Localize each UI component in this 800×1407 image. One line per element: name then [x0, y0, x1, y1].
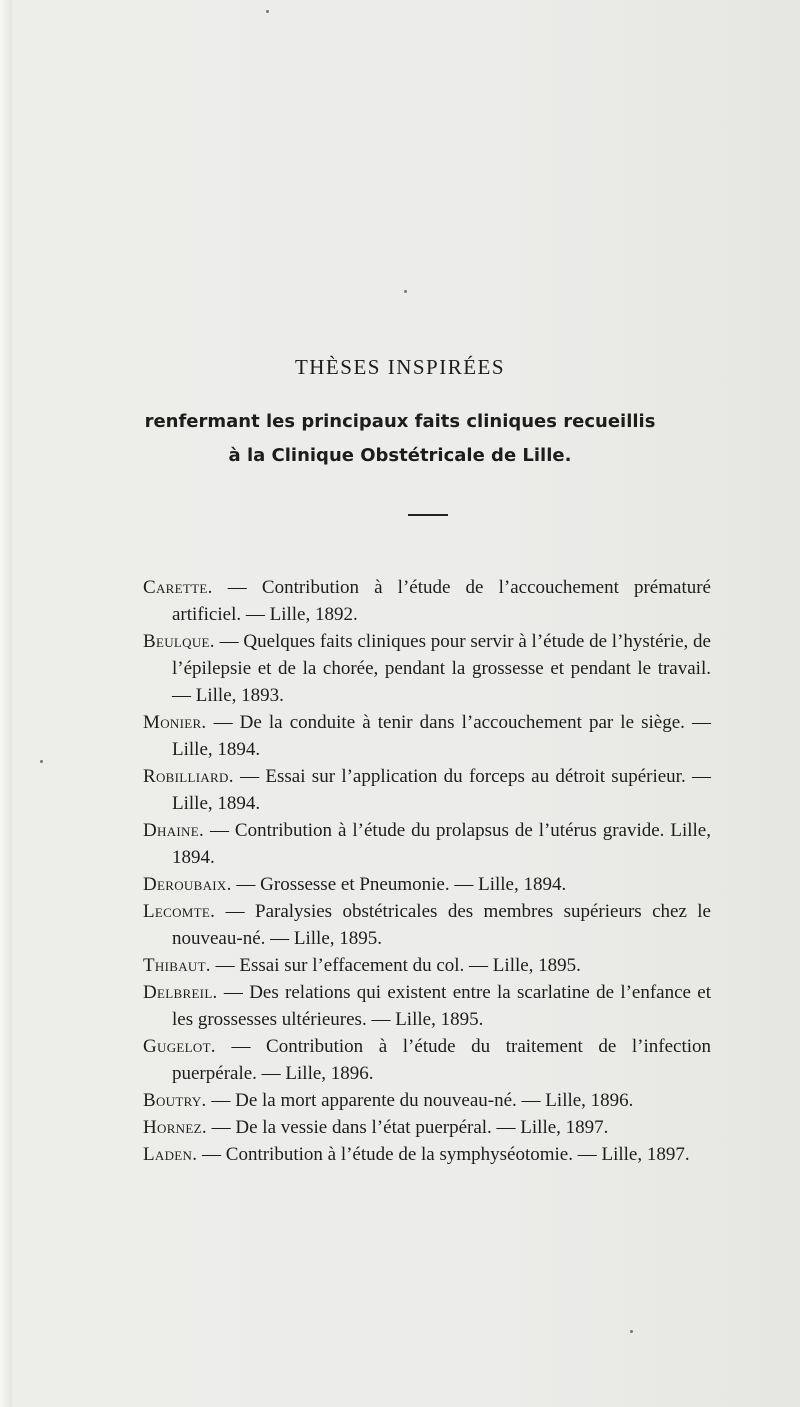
list-item [143, 1087, 711, 1114]
entry-text: — Contribution à l’étude de la symphyséotomie. — Lille, 1897. [197, 1144, 690, 1165]
list-item [143, 1114, 711, 1141]
entry-text: — Essai sur l’application du forceps au détroit supérieur. — Lille, 1894. [172, 766, 711, 814]
list-item [143, 628, 711, 709]
entry-author: Boutry. [143, 1090, 207, 1111]
thesis-list [143, 574, 711, 1168]
list-item [143, 817, 711, 871]
speck [40, 760, 43, 763]
page-edge [0, 0, 12, 1407]
entry-author: Laden. [143, 1144, 198, 1165]
entry-author: Robilliard. [143, 766, 234, 787]
list-item [143, 1033, 711, 1087]
list-item [143, 952, 711, 979]
entry-text: — De la mort apparente du nouveau-né. — Lille, 1896. [206, 1090, 634, 1111]
divider-rule [408, 514, 448, 516]
entry-text: — Paralysies obstétricales des membres supérieurs chez le nouveau-né. — Lille, 1895. [172, 901, 711, 949]
entry-text: — Des relations qui existent entre la scarlatine de l’enfance et les grossesses ultérieures. — Lille, 1895. [172, 982, 711, 1030]
entry-text: — Contribution à l’étude du prolapsus de l’utérus gravide. Lille, 1894. [172, 820, 711, 868]
list-item [143, 898, 711, 952]
entry-text: — De la conduite à tenir dans l’accouchement par le siège. — Lille, 1894. [172, 712, 711, 760]
entry-text: — Essai sur l’effacement du col. — Lille, 1895. [210, 955, 581, 976]
subtitle-line-1: renfermant les principaux faits cliniques recueillis [144, 411, 656, 432]
list-item [143, 763, 711, 817]
entry-author: Hornez. [143, 1117, 207, 1138]
entry-author: Deroubaix. [143, 874, 232, 895]
speck [266, 10, 269, 13]
entry-author: Delbreil. [143, 982, 218, 1003]
entry-text: — Contribution à l’étude du traitement de l’infection puerpérale. — Lille, 1896. [172, 1036, 711, 1084]
speck [404, 290, 407, 293]
entry-author: Monier. [143, 712, 207, 733]
entry-author: Carette. [143, 577, 213, 598]
entry-text: — De la vessie dans l’état puerpéral. — Lille, 1897. [206, 1117, 609, 1138]
entry-text: — Grossesse et Pneumonie. — Lille, 1894. [231, 874, 567, 895]
list-item [143, 1141, 711, 1168]
entry-author: Gugelot. [143, 1036, 216, 1057]
list-item [143, 979, 711, 1033]
page-title: THÈSES INSPIRÉES [294, 355, 506, 379]
entry-text: — Contribution à l’étude de l’accouchement prématuré artificiel. — Lille, 1892. [172, 577, 711, 625]
list-item [143, 574, 711, 628]
entry-author: Beulque. [143, 631, 215, 652]
list-item [143, 709, 711, 763]
entry-author: Thibaut. [143, 955, 211, 976]
entry-author: Dhaine. [143, 820, 205, 841]
subtitle-line-2: à la Clinique Obstétricale de Lille. [228, 445, 572, 466]
list-item [143, 871, 711, 898]
speck [630, 1330, 633, 1333]
entry-text: — Quelques faits cliniques pour servir à l’étude de l’hystérie, de l’épilepsie et de la chorée, pendant la grossesse et pendant le travail. — Lille, 1893. [172, 631, 711, 706]
entry-author: Lecomte. [143, 901, 216, 922]
